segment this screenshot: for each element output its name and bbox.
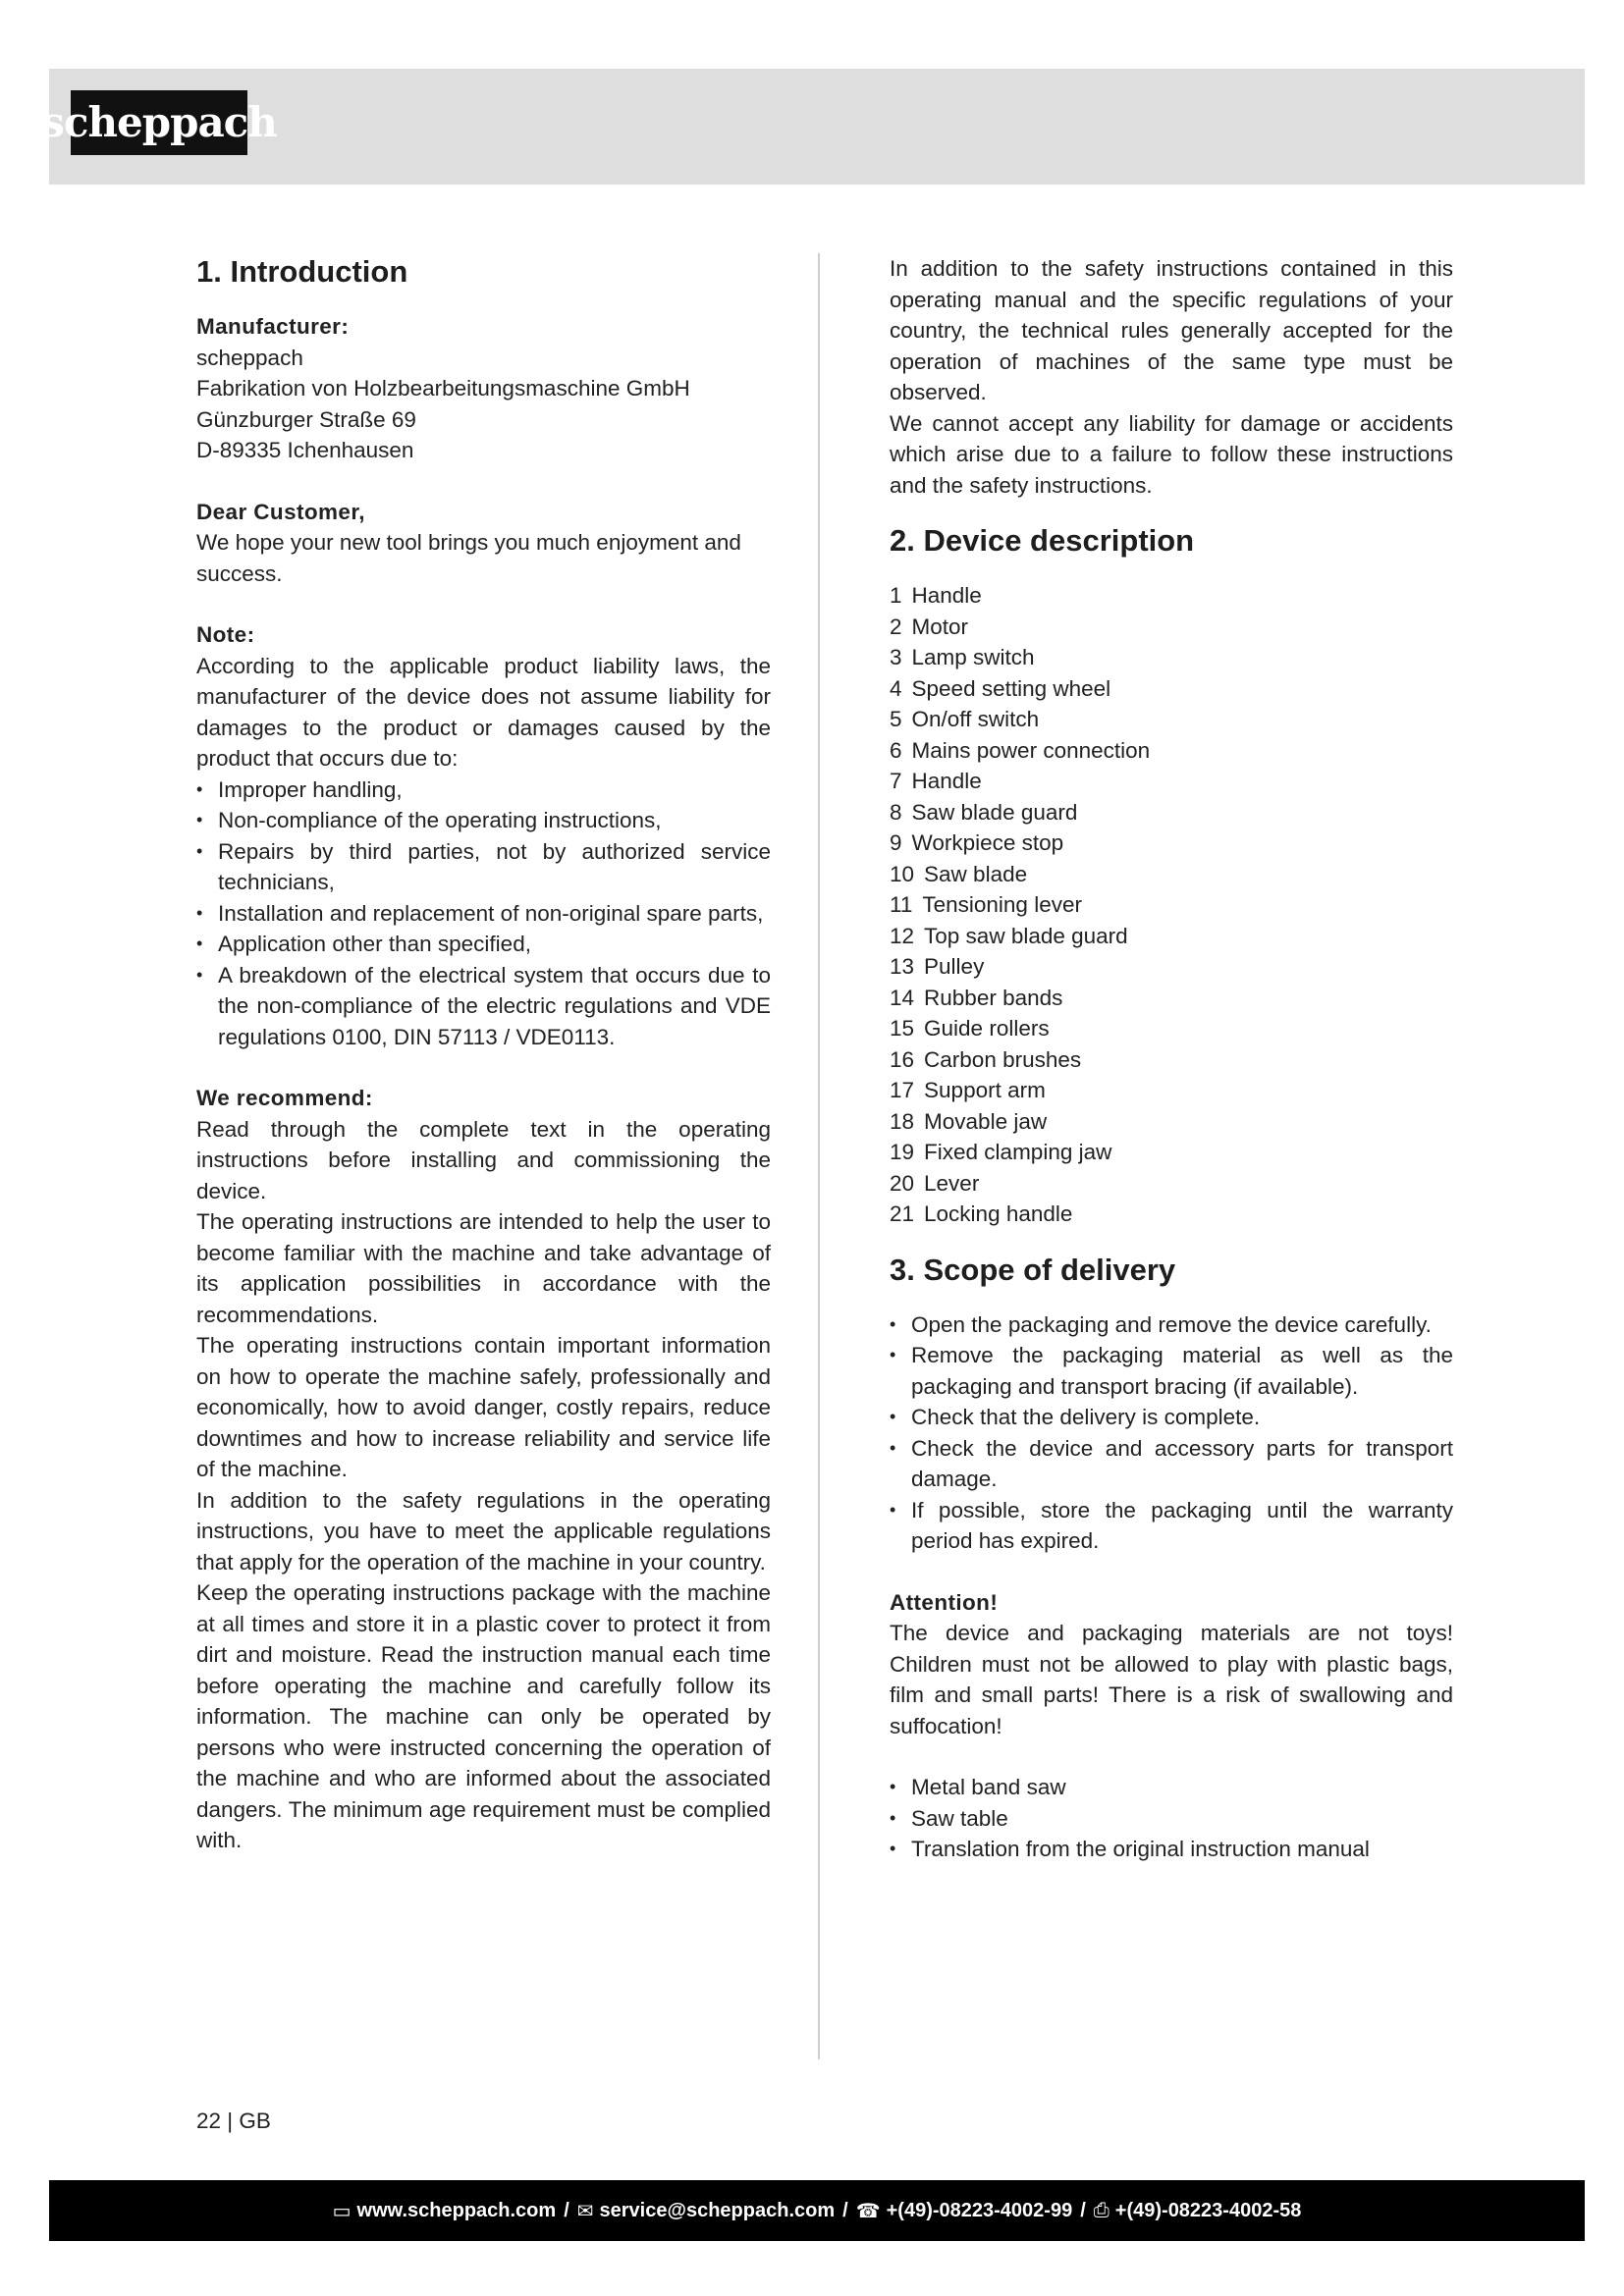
part-number: 11: [890, 892, 913, 918]
list-item: [890, 983, 1453, 1014]
manufacturer-line: scheppach: [196, 345, 303, 370]
email-link[interactable]: service@scheppach.com: [599, 2199, 836, 2221]
list-item: • Application other than specified,: [196, 929, 771, 960]
recommend-paragraph: The operating instructions contain important information on how to operate the machine safely, professionally and economically, how to avoid danger, costly repairs, reduce downtimes and how to increase reliability and service life of the machine.: [196, 1333, 771, 1482]
part-number: 16: [890, 1046, 915, 1072]
part-label: Fixed clamping jaw: [924, 1140, 1112, 1165]
list-item: [890, 1137, 1453, 1168]
list-item: [890, 951, 1453, 983]
list-item: • Non-compliance of the operating instructions,: [196, 805, 771, 836]
separator: /: [842, 2199, 848, 2221]
list-item: [890, 735, 1453, 767]
list-item: • Metal band saw: [890, 1772, 1453, 1803]
website-link[interactable]: www.scheppach.com: [356, 2199, 557, 2221]
list-item: [890, 1044, 1453, 1076]
part-label: Motor: [911, 614, 969, 639]
part-number: 6: [890, 737, 902, 763]
phone-icon: ☎: [855, 2200, 881, 2222]
list-item: • Check that the delivery is complete.: [890, 1402, 1453, 1433]
list-item: • Open the packaging and remove the device carefully.: [890, 1309, 1453, 1341]
part-number: 2: [890, 614, 902, 639]
list-item: • Translation from the original instruction manual: [890, 1834, 1453, 1865]
safety-intro-paragraph: In addition to the safety instructions contained in this operating manual and the specific regulations of your country, the technical rules generally accepted for the operation of machines of the same type must be observed.: [890, 256, 1453, 404]
list-item: [890, 1106, 1453, 1138]
list-item: [890, 642, 1453, 673]
email-icon: ✉: [576, 2200, 594, 2222]
part-label: Guide rollers: [924, 1016, 1050, 1041]
column-divider: [818, 253, 820, 2059]
list-item: [890, 1075, 1453, 1106]
device-parts-list: [890, 580, 1453, 1230]
part-label: Rubber bands: [924, 985, 1063, 1010]
part-number: 21: [890, 1201, 915, 1227]
part-number: 17: [890, 1078, 915, 1103]
list-item: [890, 1013, 1453, 1044]
part-label: Locking handle: [924, 1201, 1073, 1227]
header-band: [41, 69, 1585, 185]
list-item: • Remove the packaging material as well as the packaging and transport bracing (if available).: [890, 1340, 1453, 1402]
attention-text: The device and packaging materials are not toys! Children must not be allowed to play with plastic bags, film and small parts! There is a risk of swallowing and suffocation!: [890, 1621, 1453, 1738]
unpacking-steps-list: [890, 1309, 1453, 1557]
left-column: [196, 253, 771, 1856]
list-item: [890, 704, 1453, 735]
customer-label: Dear Customer,: [196, 499, 365, 524]
part-label: Handle: [911, 769, 982, 794]
customer-text: We hope your new tool brings you much enjoyment and success.: [196, 530, 741, 586]
recommend-paragraph: Read through the complete text in the operating instructions before installing and commissioning the device.: [196, 1116, 771, 1203]
list-item: [890, 921, 1453, 952]
recommend-paragraph: The operating instructions are intended to help the user to become familiar with the machine and take advantage of its application possibilities in accordance with the recommendations.: [196, 1209, 771, 1327]
liability-exclusion-list: [196, 774, 771, 1053]
part-label: Pulley: [924, 954, 985, 980]
list-item: [890, 612, 1453, 643]
recommend-paragraph: In addition to the safety regulations in the operating instructions, you have to meet the applicable regulations that apply for the operation of the machine in your country.: [196, 1487, 771, 1575]
list-item: • Repairs by third parties, not by authorized service technicians,: [196, 836, 771, 898]
part-label: Saw blade guard: [911, 799, 1078, 825]
recommend-paragraph: Keep the operating instructions package with the machine at all times and store it in a plastic cover to protect it from dirt and moisture. Read the instruction manual each time before operating the machine and carefully follow its information. The machine can only be operated by persons who were instructed concerning the operation of the machine and who are informed about the associated dangers. The minimum age requirement must be complied with.: [196, 1580, 771, 1853]
right-column: [890, 253, 1453, 1865]
manufacturer-label: Manufacturer:: [196, 314, 350, 340]
part-number: 5: [890, 707, 902, 732]
list-item: [890, 1199, 1453, 1230]
part-label: Workpiece stop: [911, 830, 1064, 856]
manufacturer-line: Günzburger Straße 69: [196, 406, 416, 432]
part-label: Carbon brushes: [924, 1046, 1082, 1072]
list-item: • Improper handling,: [196, 774, 771, 806]
part-number: 12: [890, 923, 915, 948]
manufacturer-line: D-89335 Ichenhausen: [196, 438, 414, 463]
separator: /: [564, 2199, 569, 2221]
contact-footer: [49, 2180, 1585, 2241]
list-item: [890, 673, 1453, 705]
computer-icon: ▭: [332, 2200, 352, 2222]
recommend-label: We recommend:: [196, 1086, 373, 1111]
safety-intro-paragraph: We cannot accept any liability for damage or accidents which arise due to a failure to follow these instructions and the safety instructions.: [890, 410, 1453, 498]
list-item: [890, 766, 1453, 797]
list-item: [890, 580, 1453, 612]
part-label: On/off switch: [911, 707, 1040, 732]
part-label: Tensioning lever: [922, 892, 1082, 918]
list-item: • If possible, store the packaging until the warranty period has expired.: [890, 1495, 1453, 1557]
part-number: 18: [890, 1108, 915, 1134]
part-number: 8: [890, 799, 902, 825]
page-number: 22 | GB: [196, 2109, 271, 2133]
part-label: Speed setting wheel: [911, 675, 1111, 701]
manufacturer-address: [196, 343, 771, 466]
part-number: 10: [890, 861, 915, 886]
part-number: 4: [890, 675, 902, 701]
part-label: Saw blade: [924, 861, 1028, 886]
fax-icon: ⎙: [1093, 2199, 1110, 2221]
part-number: 1: [890, 583, 902, 609]
part-number: 7: [890, 769, 902, 794]
part-number: 14: [890, 985, 915, 1010]
part-label: Top saw blade guard: [924, 923, 1128, 948]
list-item: [890, 889, 1453, 921]
manufacturer-line: Fabrikation von Holzbearbeitungsmaschine GmbH: [196, 376, 690, 401]
note-label: Note:: [196, 622, 255, 648]
list-item: • Installation and replacement of non-original spare parts,: [196, 898, 771, 930]
part-number: 19: [890, 1140, 915, 1165]
part-label: Lamp switch: [911, 645, 1035, 670]
separator: /: [1080, 2199, 1086, 2221]
logo-text: scheppach: [41, 98, 277, 146]
section-2-title: 2. Device description: [890, 523, 1195, 558]
part-label: Movable jaw: [924, 1108, 1048, 1134]
list-item: [890, 1168, 1453, 1200]
part-label: Mains power connection: [911, 737, 1151, 763]
part-label: Support arm: [924, 1078, 1046, 1103]
list-item: [890, 859, 1453, 890]
list-item: [890, 797, 1453, 828]
list-item: • Check the device and accessory parts for transport damage.: [890, 1433, 1453, 1495]
list-item: • A breakdown of the electrical system that occurs due to the non-compliance of the electric regulations and VDE regulations 0100, DIN 57113 / VDE0113.: [196, 960, 771, 1053]
fax-number: +(49)-08223-4002-58: [1114, 2199, 1302, 2221]
part-label: Lever: [924, 1170, 980, 1196]
section-1-title: 1. Introduction: [196, 254, 408, 289]
delivery-items-list: [890, 1772, 1453, 1865]
part-number: 9: [890, 830, 902, 856]
part-number: 13: [890, 954, 915, 980]
phone-number: +(49)-08223-4002-99: [886, 2199, 1073, 2221]
list-item: • Saw table: [890, 1803, 1453, 1835]
part-label: Handle: [911, 583, 982, 609]
list-item: [890, 828, 1453, 859]
scheppach-logo: [41, 90, 277, 155]
section-3-title: 3. Scope of delivery: [890, 1252, 1176, 1287]
part-number: 15: [890, 1016, 915, 1041]
attention-label: Attention!: [890, 1589, 999, 1615]
part-number: 3: [890, 645, 902, 670]
part-number: 20: [890, 1170, 915, 1196]
note-text: According to the applicable product liability laws, the manufacturer of the device does not assume liability for damages to the product or damages caused by the product that occurs due to:: [196, 653, 771, 772]
